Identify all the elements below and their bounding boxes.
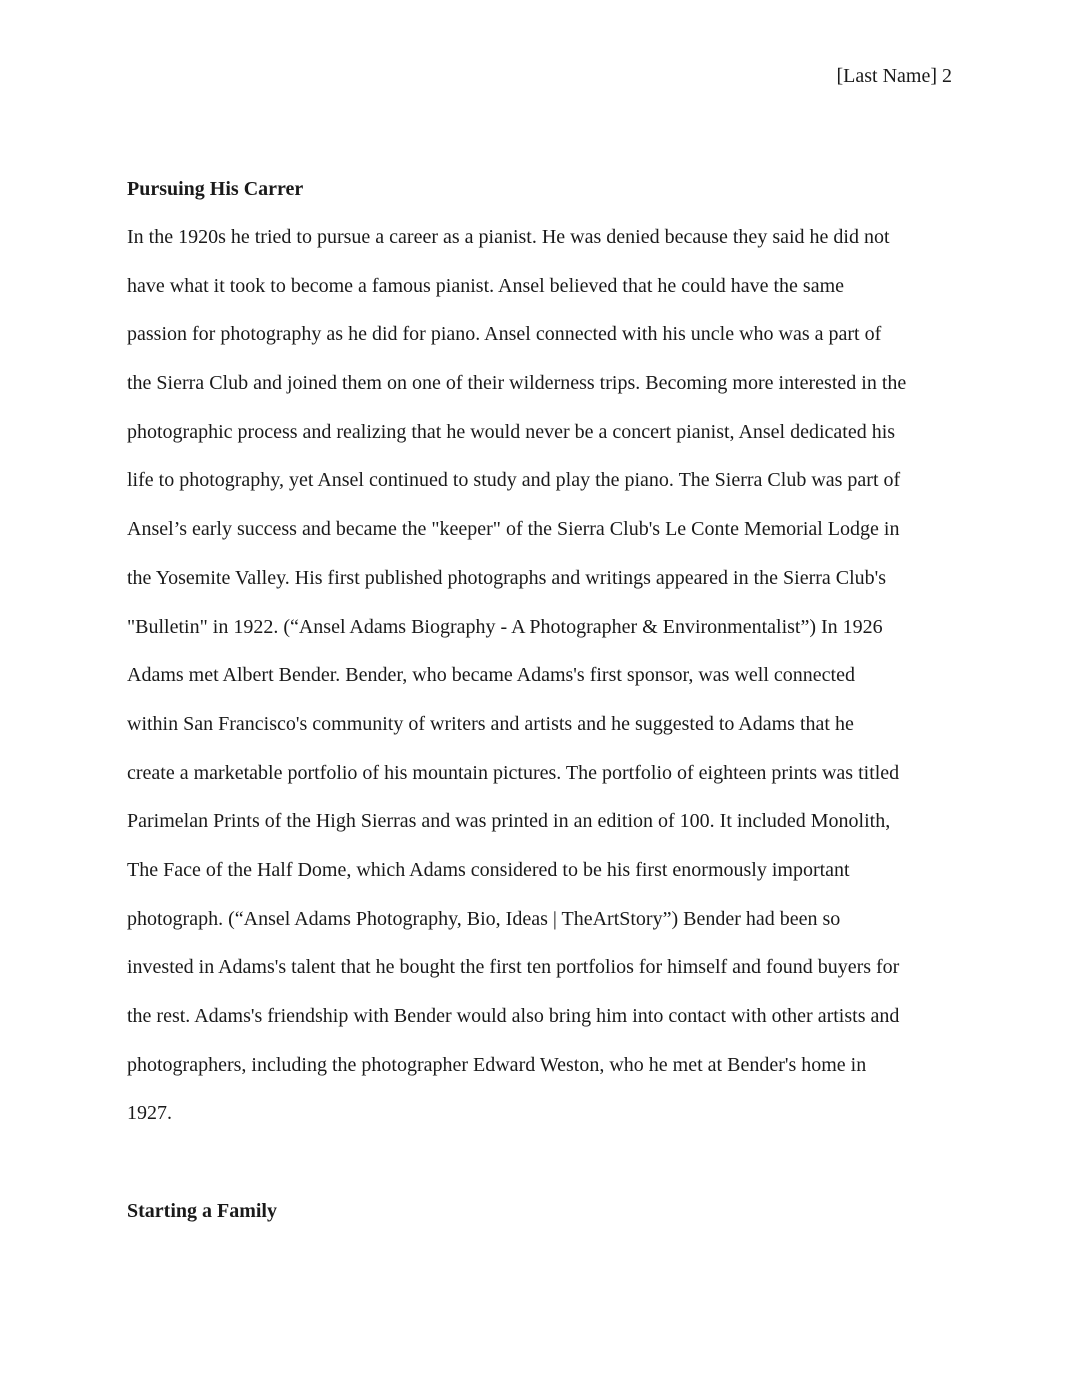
paragraph-line: the rest. Adams's friendship with Bender would also bring him into contact with other artists and bbox=[127, 1005, 900, 1027]
paragraph-line: within San Francisco's community of writers and artists and he suggested to Adams that he bbox=[127, 712, 854, 735]
body-paragraph bbox=[127, 223, 957, 1148]
paragraph-line: passion for photography as he did for piano. Ansel connected with his uncle who was a part of bbox=[127, 323, 882, 346]
paragraph-line: 1927. bbox=[127, 1102, 172, 1125]
paragraph-line: Ansel’s early success and became the "keeper" of the Sierra Club's Le Conte Memorial Lodge in bbox=[127, 518, 900, 541]
paragraph-line: In the 1920s he tried to pursue a career as a pianist. He was denied because they said he did not bbox=[127, 226, 890, 248]
paragraph-line: life to photography, yet Ansel continued to study and play the piano. The Sierra Club was part of bbox=[127, 469, 901, 492]
paragraph-line: create a marketable portfolio of his mountain pictures. The portfolio of eighteen prints was titled bbox=[127, 761, 900, 784]
section-heading-starting-family: Starting a Family bbox=[127, 1200, 277, 1222]
paragraph-line: photographic process and realizing that he would never be a concert pianist, Ansel dedicated his bbox=[127, 420, 896, 443]
paragraph-line: the Sierra Club and joined them on one of their wilderness trips. Becoming more interested in the bbox=[127, 372, 907, 395]
paragraph-line: photographers, including the photographer Edward Weston, who he met at Bender's home in bbox=[127, 1053, 867, 1076]
paragraph-line: The Face of the Half Dome, which Adams considered to be his first enormously important bbox=[127, 858, 850, 881]
paragraph-line: have what it took to become a famous pianist. Ansel believed that he could have the same bbox=[127, 274, 845, 297]
page-header: [Last Name] 2 bbox=[836, 65, 952, 87]
paragraph-line: invested in Adams's talent that he bought the first ten portfolios for himself and found buyers for bbox=[127, 956, 900, 979]
paragraph-line: Adams met Albert Bender. Bender, who became Adams's first sponsor, was well connected bbox=[127, 664, 855, 687]
paragraph-line: Parimelan Prints of the High Sierras and was printed in an edition of 100. It included Monolith, bbox=[127, 810, 891, 833]
paragraph-line: photograph. (“Ansel Adams Photography, Bio, Ideas | TheArtStory”) Bender had been so bbox=[127, 907, 841, 930]
paragraph-line: "Bulletin" in 1922. (“Ansel Adams Biography - A Photographer & Environmentalist”) In 1926 bbox=[127, 615, 883, 638]
section-heading-pursuing-career: Pursuing His Carrer bbox=[127, 178, 304, 200]
paragraph-line: the Yosemite Valley. His first published photographs and writings appeared in the Sierra Club's bbox=[127, 566, 887, 589]
